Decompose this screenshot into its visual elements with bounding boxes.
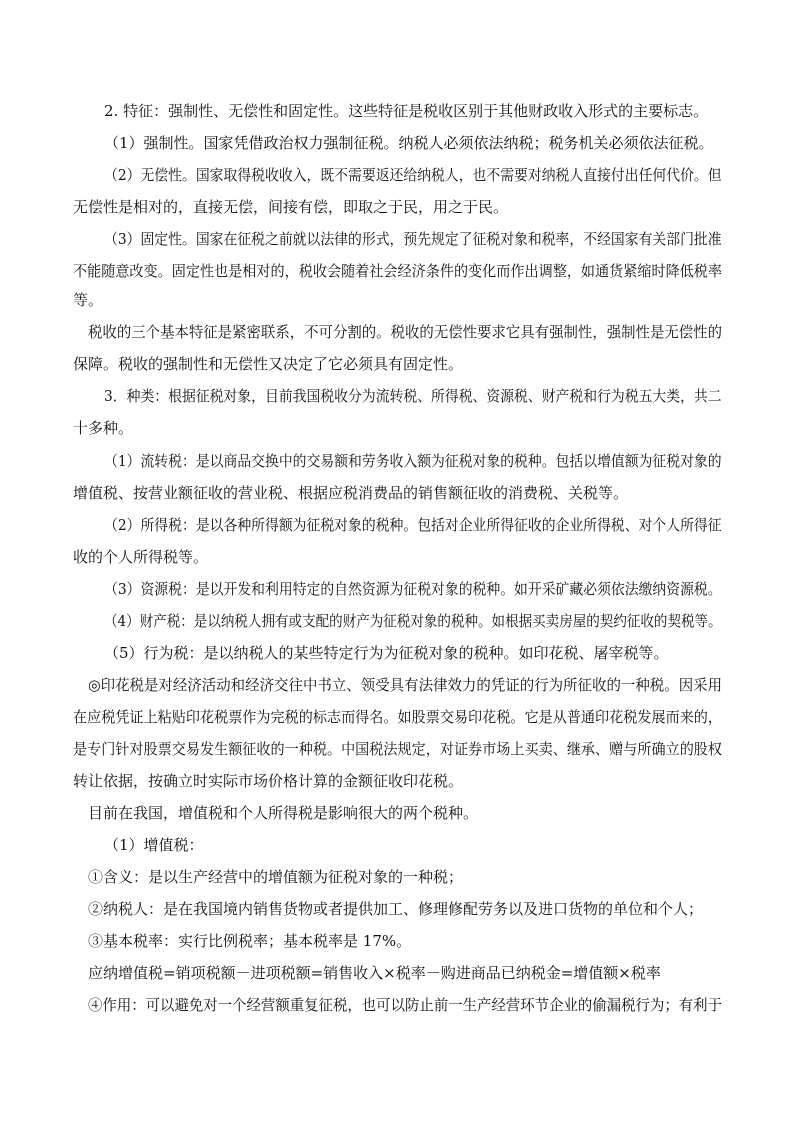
paragraph-line: （1）流转税：是以商品交换中的交易额和劳务收入额为征税对象的税种。包括以增值额为征税对象的 [104,452,722,470]
paragraph-line: 税收的三个基本特征是紧密联系，不可分割的。税收的无偿性要求它具有强制性，强制性是无偿性的 [88,323,723,341]
paragraph-line: 等。 [73,291,104,309]
paragraph-line: 十多种。 [73,419,134,437]
formula-line: 应纳增值税=销项税额－进项税额=销售收入×税率－购进商品已纳税金=增值额×税率 [88,964,661,982]
paragraph-line: 在应税凭证上粘贴印花税票作为完税的标志而得名。如股票交易印花税。它是从普通印花税发展而来的， [73,708,723,726]
paragraph-line: （2）所得税：是以各种所得额为征税对象的税种。包括对企业所得征收的企业所得税、对个人所得征 [104,516,722,534]
paragraph-line: ①含义：是以生产经营中的增值额为征税对象的一种税； [88,868,464,886]
paragraph-line: 不能随意改变。固定性也是相对的，税收会随着社会经济条件的变化而作出调整，如通货紧缩时降低税率 [73,262,723,280]
paragraph-line: （1）增值税： [104,836,204,854]
paragraph-line: （2）无偿性。国家取得税收收入，既不需要返还给纳税人，也不需要对纳税人直接付出任何代价。但 [104,166,722,184]
paragraph-line: （4）财产税：是以纳税人拥有或支配的财产为征税对象的税种。如根据买卖房屋的契约征收的契税等。 [104,612,722,630]
paragraph-line: ②纳税人：是在我国境内销售货物或者提供加工、修理修配劳务以及进口货物的单位和个人； [88,900,704,918]
paragraph-line: 转让依据，按确立时实际市场价格计算的金额征收印花税。 [73,772,464,790]
paragraph-line: 收的个人所得税等。 [73,548,209,566]
paragraph-line: 3．种类：根据征税对象，目前我国税收分为流转税、所得税、资源税、财产税和行为税五大类，共二 [104,387,722,405]
paragraph-line: 增值税、按营业额征收的营业税、根据应税消费品的销售额征收的消费税、关税等。 [73,484,629,502]
paragraph-line: （5）行为税：是以纳税人的某些特定行为为征税对象的税种。如印花税、屠宰税等。 [104,644,669,662]
paragraph-line: 无偿性是相对的，直接无偿，间接有偿，即取之于民，用之于民。 [73,198,509,216]
paragraph-line: ④作用：可以避免对一个经营额重复征税，也可以防止前一生产经营环节企业的偷漏税行为；有利于 [88,996,723,1014]
paragraph-line: 是专门针对股票交易发生额征收的一种税。中国税法规定，对证券市场上买卖、继承、赠与所确立的股权 [73,740,723,758]
paragraph-line: 目前在我国，增值税和个人所得税是影响很大的两个税种。 [88,804,479,822]
paragraph-line: 保障。税收的强制性和无偿性又决定了它必须具有固定性。 [73,355,464,373]
paragraph-line: ③基本税率：实行比例税率；基本税率是 17%。 [88,932,412,950]
paragraph-line: ◎印花税是对经济活动和经济交往中书立、领受具有法律效力的凭证的行为所征收的一种税。因采用 [88,676,723,694]
paragraph-line: （3）资源税：是以开发和利用特定的自然资源为征税对象的税种。如开采矿藏必须依法缴纳资源税。 [104,580,722,598]
paragraph-line: 2. 特征：强制性、无偿性和固定性。这些特征是税收区别于其他财政收入形式的主要标志。 [104,102,709,120]
paragraph-line: （3）固定性。国家在征税之前就以法律的形式，预先规定了征税对象和税率，不经国家有关部门批准 [104,230,722,248]
paragraph-line: （1）强制性。国家凭借政治权力强制征税。纳税人必须依法纳税；税务机关必须依法征税。 [104,134,714,152]
